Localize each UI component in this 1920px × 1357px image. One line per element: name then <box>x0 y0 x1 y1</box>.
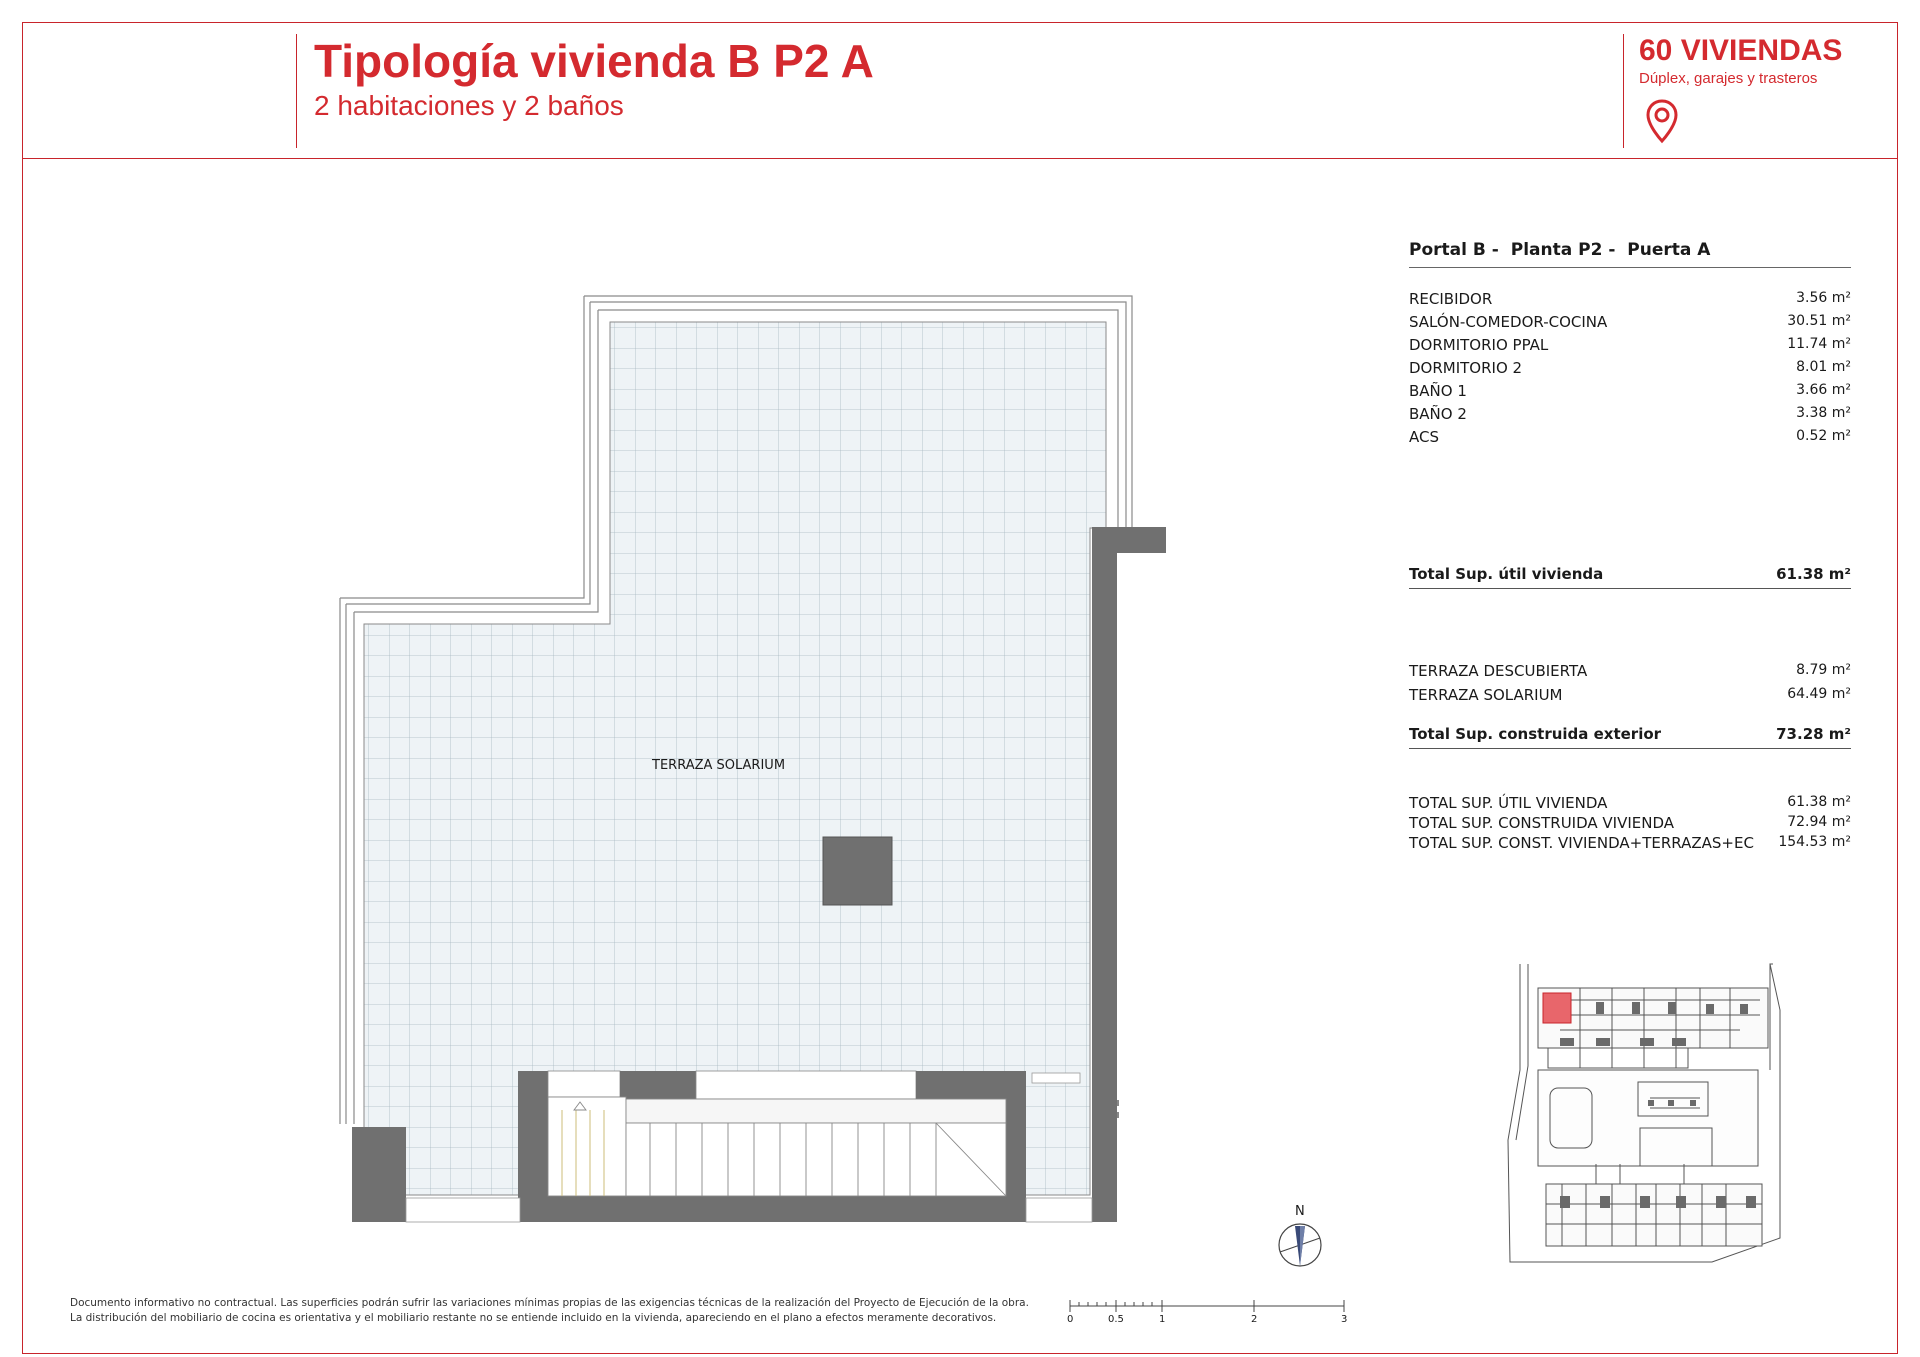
planta-label: Planta P2 - <box>1510 240 1616 260</box>
room-row: DORMITORIO PPAL 11.74 m² <box>1409 336 1851 354</box>
disclaimer-line-1: Documento informativo no contractual. Las superficies podrán sufrir las variaciones mínimas propias de las exigencias técnicas de la realización del Proyecto de Ejecución de la obra. <box>70 1297 1029 1309</box>
north-arrow-icon <box>1279 1224 1321 1266</box>
portal-label: Portal B - <box>1409 240 1499 260</box>
scale-label-2: 2 <box>1251 1314 1258 1325</box>
right-wall <box>1092 527 1166 1222</box>
room-row: SALÓN-COMEDOR-COCINA 30.51 m² <box>1409 313 1851 331</box>
page-title: Tipología vivienda B P2 A <box>314 35 874 87</box>
left-wall-block <box>352 1127 406 1222</box>
exterior-row: TERRAZA DESCUBIERTA 8.79 m² <box>1409 662 1851 680</box>
total-exterior-row: Total Sup. construida exterior 73.28 m² <box>1409 725 1851 743</box>
room-row: RECIBIDOR 3.56 m² <box>1409 290 1851 308</box>
page-subtitle: 2 habitaciones y 2 baños <box>314 90 624 121</box>
brand-name: 60 VIVIENDAS <box>1639 34 1843 67</box>
scale-label-3: 3 <box>1341 1314 1348 1325</box>
north-label: N <box>1295 1204 1305 1219</box>
room-row: DORMITORIO 2 8.01 m² <box>1409 359 1851 377</box>
divider <box>1409 748 1851 749</box>
exterior-row: TERRAZA SOLARIUM 64.49 m² <box>1409 686 1851 704</box>
room-label-solarium: TERRAZA SOLARIUM <box>652 758 786 773</box>
summary-row: TOTAL SUP. CONSTRUIDA VIVIENDA 72.94 m² <box>1409 814 1851 832</box>
brand-tagline: Dúplex, garajes y trasteros <box>1639 70 1818 87</box>
unit-highlight <box>1543 993 1571 1023</box>
scale-label-0: 0 <box>1067 1314 1074 1325</box>
scale-label-05: 0.5 <box>1108 1314 1124 1325</box>
total-util-row: Total Sup. útil vivienda 61.38 m² <box>1409 565 1851 583</box>
disclaimer <box>70 1296 1029 1326</box>
scale-bar <box>1070 1300 1344 1312</box>
unit-location <box>1409 240 1851 268</box>
puerta-label: Puerta A <box>1627 240 1711 260</box>
staircase <box>548 1097 1006 1196</box>
divider <box>1409 588 1851 589</box>
room-row: BAÑO 1 3.66 m² <box>1409 382 1851 400</box>
disclaimer-line-2: La distribución del mobiliario de cocina es orientativa y el mobiliario restante no se entiende incluido en la vivienda, apareciendo en el plano a efectos meramente decorativos. <box>70 1312 997 1324</box>
central-column <box>823 837 892 905</box>
scale-label-1: 1 <box>1159 1314 1166 1325</box>
summary-row: TOTAL SUP. ÚTIL VIVIENDA 61.38 m² <box>1409 794 1851 812</box>
room-row: BAÑO 2 3.38 m² <box>1409 405 1851 423</box>
surface-panel <box>1409 240 1851 852</box>
room-row: ACS 0.52 m² <box>1409 428 1851 446</box>
summary-row: TOTAL SUP. CONST. VIVIENDA+TERRAZAS+EC 154.53 m² <box>1409 834 1851 852</box>
